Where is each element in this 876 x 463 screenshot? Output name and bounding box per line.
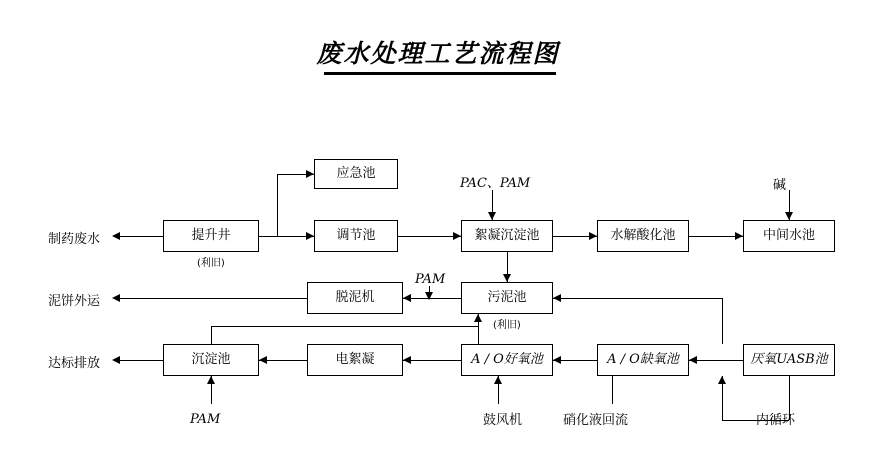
- line-uasb-up-to-wuni: [722, 298, 723, 344]
- arrow-dabiao-left: [112, 356, 120, 364]
- arrow-gufengji-in: [494, 376, 502, 384]
- line-tuoni-out: [118, 298, 307, 299]
- node-shuijiesuanhuachi[interactable]: [597, 220, 689, 252]
- node-label: A / O好氧池: [471, 351, 543, 367]
- node-label: 中间水池: [762, 227, 815, 243]
- arrow-jian-in: [785, 212, 793, 220]
- line-haoyang-dianxuning: [403, 360, 461, 361]
- line-xiaohua-down: [612, 376, 613, 404]
- arrow-wuni-in-right: [553, 294, 561, 302]
- node-label: 厌氧UASB池: [750, 351, 828, 367]
- node-sublabel-tishengjing: (利旧): [197, 258, 225, 269]
- line-uasb-queyang: [689, 360, 743, 361]
- title-underline: [324, 72, 556, 75]
- node-zhongjianshuichi[interactable]: [743, 220, 835, 252]
- label-pac-pam: PAC、PAM: [460, 176, 531, 191]
- arrow-shuijie-in: [589, 232, 597, 240]
- line-outlet-intake: [118, 236, 163, 237]
- node-tishengjing[interactable]: [163, 220, 259, 252]
- arrow-xuning-in: [453, 232, 461, 240]
- arrow-tiaojiechi-in: [306, 232, 314, 240]
- node-yingjichi[interactable]: [314, 159, 398, 189]
- node-label: 污泥池: [487, 289, 527, 305]
- node-label: 絮凝沉淀池: [474, 227, 540, 243]
- arrow-dianxuning-in: [403, 356, 411, 364]
- node-label: 提升井: [191, 227, 231, 243]
- arrow-pac-pam-in: [488, 212, 496, 220]
- arrow-wuni-in-bottom: [474, 314, 482, 322]
- line-chendian-out: [118, 360, 163, 361]
- node-chendianchi[interactable]: [163, 344, 259, 376]
- node-xuningchendianchi[interactable]: [461, 220, 553, 252]
- arrow-tuoni-in: [403, 294, 411, 302]
- line-tiaojie-xuning: [398, 236, 461, 237]
- label-dabiaopaifang: 达标排放: [48, 356, 101, 371]
- line-return-to-chendian: [211, 326, 212, 344]
- label-nibingwaiyun: 泥饼外运: [48, 294, 101, 309]
- arrow-pam-chendian: [207, 376, 215, 384]
- arrow-queyang-in: [689, 356, 697, 364]
- arrow-chendian-in: [259, 356, 267, 364]
- node-aohaoyangchi[interactable]: [461, 344, 553, 376]
- arrow-neixunhuan-in: [718, 376, 726, 384]
- node-dianxuning[interactable]: [307, 344, 403, 376]
- page-title: 废水处理工艺流程图: [316, 39, 560, 68]
- node-label: 沉淀池: [191, 351, 231, 367]
- node-label: 电絮凝: [335, 351, 375, 367]
- arrow-pam-tuoni: [425, 292, 433, 300]
- label-zhiyaofeishui: 制药废水: [48, 232, 101, 247]
- node-label: 应急池: [336, 165, 376, 181]
- arrow-yingjichi-in: [306, 170, 314, 178]
- arrow-nibing-left: [112, 294, 120, 302]
- node-label: 脱泥机: [335, 289, 375, 305]
- label-pam-tuoni: PAM: [415, 272, 446, 287]
- line-uasb-wuni-horiz: [553, 298, 722, 299]
- label-gufengji: 鼓风机: [483, 413, 523, 428]
- label-jian: 碱: [773, 178, 787, 193]
- line-branch-up-yingji: [277, 174, 278, 236]
- node-sublabel-wunichi: (利旧): [493, 320, 521, 331]
- node-tiaojiechi[interactable]: [314, 220, 398, 252]
- arrow-haoyang-in: [553, 356, 561, 364]
- node-yanyanguasb[interactable]: [743, 344, 835, 376]
- arrow-wuni-in-top: [503, 274, 511, 282]
- node-label: 水解酸化池: [610, 227, 676, 243]
- label-neixunhuan: 内循环: [756, 413, 796, 428]
- line-return-horiz: [211, 326, 478, 327]
- node-wunichi[interactable]: [461, 282, 553, 314]
- node-label: A / O缺氧池: [607, 351, 679, 367]
- label-pam-chendian: PAM: [190, 412, 221, 427]
- arrow-intake-left: [112, 232, 120, 240]
- arrow-zhongjian-in: [735, 232, 743, 240]
- node-aoquevangchi[interactable]: [597, 344, 689, 376]
- node-label: 调节池: [336, 227, 376, 243]
- node-tuonijii[interactable]: [307, 282, 403, 314]
- label-xiaohuayehuiliu: 硝化液回流: [563, 413, 629, 428]
